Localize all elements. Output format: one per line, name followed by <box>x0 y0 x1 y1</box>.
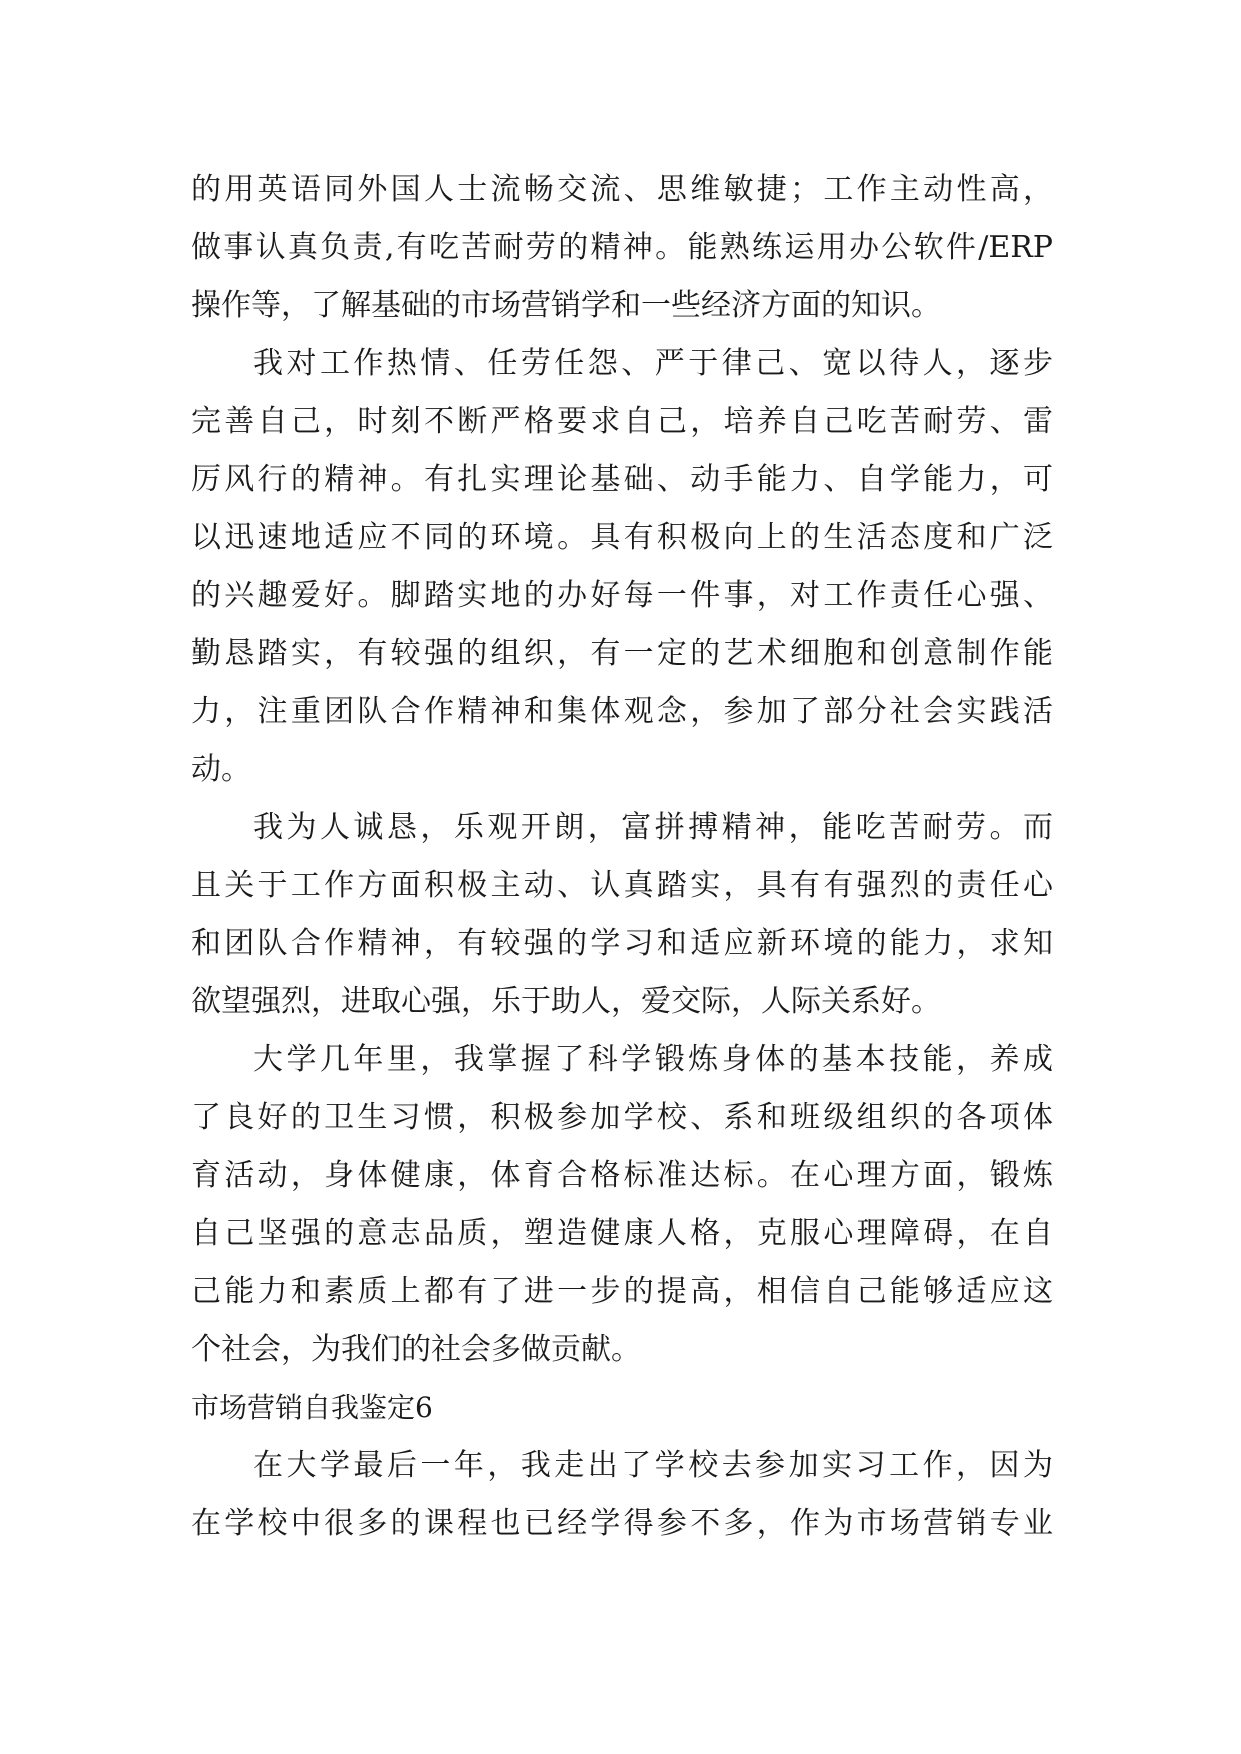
text-line: 欲望强烈，进取心强，乐于助人，爱交际，人际关系好。 <box>191 984 941 1019</box>
text-line: 厉风行的精神。有扎实理论基础、动手能力、自学能力，可 <box>191 462 1053 497</box>
paragraph <box>191 335 1053 799</box>
paragraph <box>191 1437 1053 1553</box>
text-line: 在大学最后一年，我走出了学校去参加实习工作，因为 <box>253 1448 1053 1483</box>
text-line: 勤恳踏实，有较强的组织，有一定的艺术细胞和创意制作能 <box>191 636 1053 671</box>
paragraph <box>191 161 1053 335</box>
text-line: 和团队合作精神，有较强的学习和适应新环境的能力，求知 <box>191 926 1053 961</box>
text-line: 的用英语同外国人士流畅交流、思维敏捷；工作主动性高， <box>191 172 1053 207</box>
text-line: 我对工作热情、任劳任怨、严于律己、宽以待人，逐步 <box>253 346 1053 381</box>
text-line: 操作等，了解基础的市场营销学和一些经济方面的知识。 <box>191 288 941 323</box>
paragraph <box>191 799 1053 1031</box>
text-line: 自己坚强的意志品质，塑造健康人格，克服心理障碍，在自 <box>191 1216 1053 1251</box>
text-line: 大学几年里，我掌握了科学锻炼身体的基本技能，养成 <box>253 1042 1053 1077</box>
text-line: 己能力和素质上都有了进一步的提高，相信自己能够适应这 <box>191 1274 1053 1309</box>
text-line: 完善自己，时刻不断严格要求自己，培养自己吃苦耐劳、雷 <box>191 404 1053 439</box>
text-line: 且关于工作方面积极主动、认真踏实，具有有强烈的责任心 <box>191 868 1053 903</box>
text-line: 做事认真负责,有吃苦耐劳的精神。能熟练运用办公软件/ERP <box>191 230 1053 265</box>
text-line: 个社会，为我们的社会多做贡献。 <box>191 1332 641 1367</box>
text-line: 在学校中很多的课程也已经学得参不多，作为市场营销专业 <box>191 1506 1053 1541</box>
text-line: 力，注重团队合作精神和集体观念，参加了部分社会实践活 <box>191 694 1053 729</box>
text-line: 动。 <box>191 752 251 787</box>
text-line: 的兴趣爱好。脚踏实地的办好每一件事，对工作责任心强、 <box>191 578 1053 613</box>
text-line: 了良好的卫生习惯，积极参加学校、系和班级组织的各项体 <box>191 1100 1053 1135</box>
text-line: 我为人诚恳，乐观开朗，富拼搏精神，能吃苦耐劳。而 <box>253 810 1053 845</box>
section-heading: 市场营销自我鉴定6 <box>191 1391 433 1424</box>
text-line: 育活动，身体健康，体育合格标准达标。在心理方面，锻炼 <box>191 1158 1053 1193</box>
text-line: 以迅速地适应不同的环境。具有积极向上的生活态度和广泛 <box>191 520 1053 555</box>
paragraph <box>191 1031 1053 1379</box>
document-body <box>191 161 1053 1553</box>
